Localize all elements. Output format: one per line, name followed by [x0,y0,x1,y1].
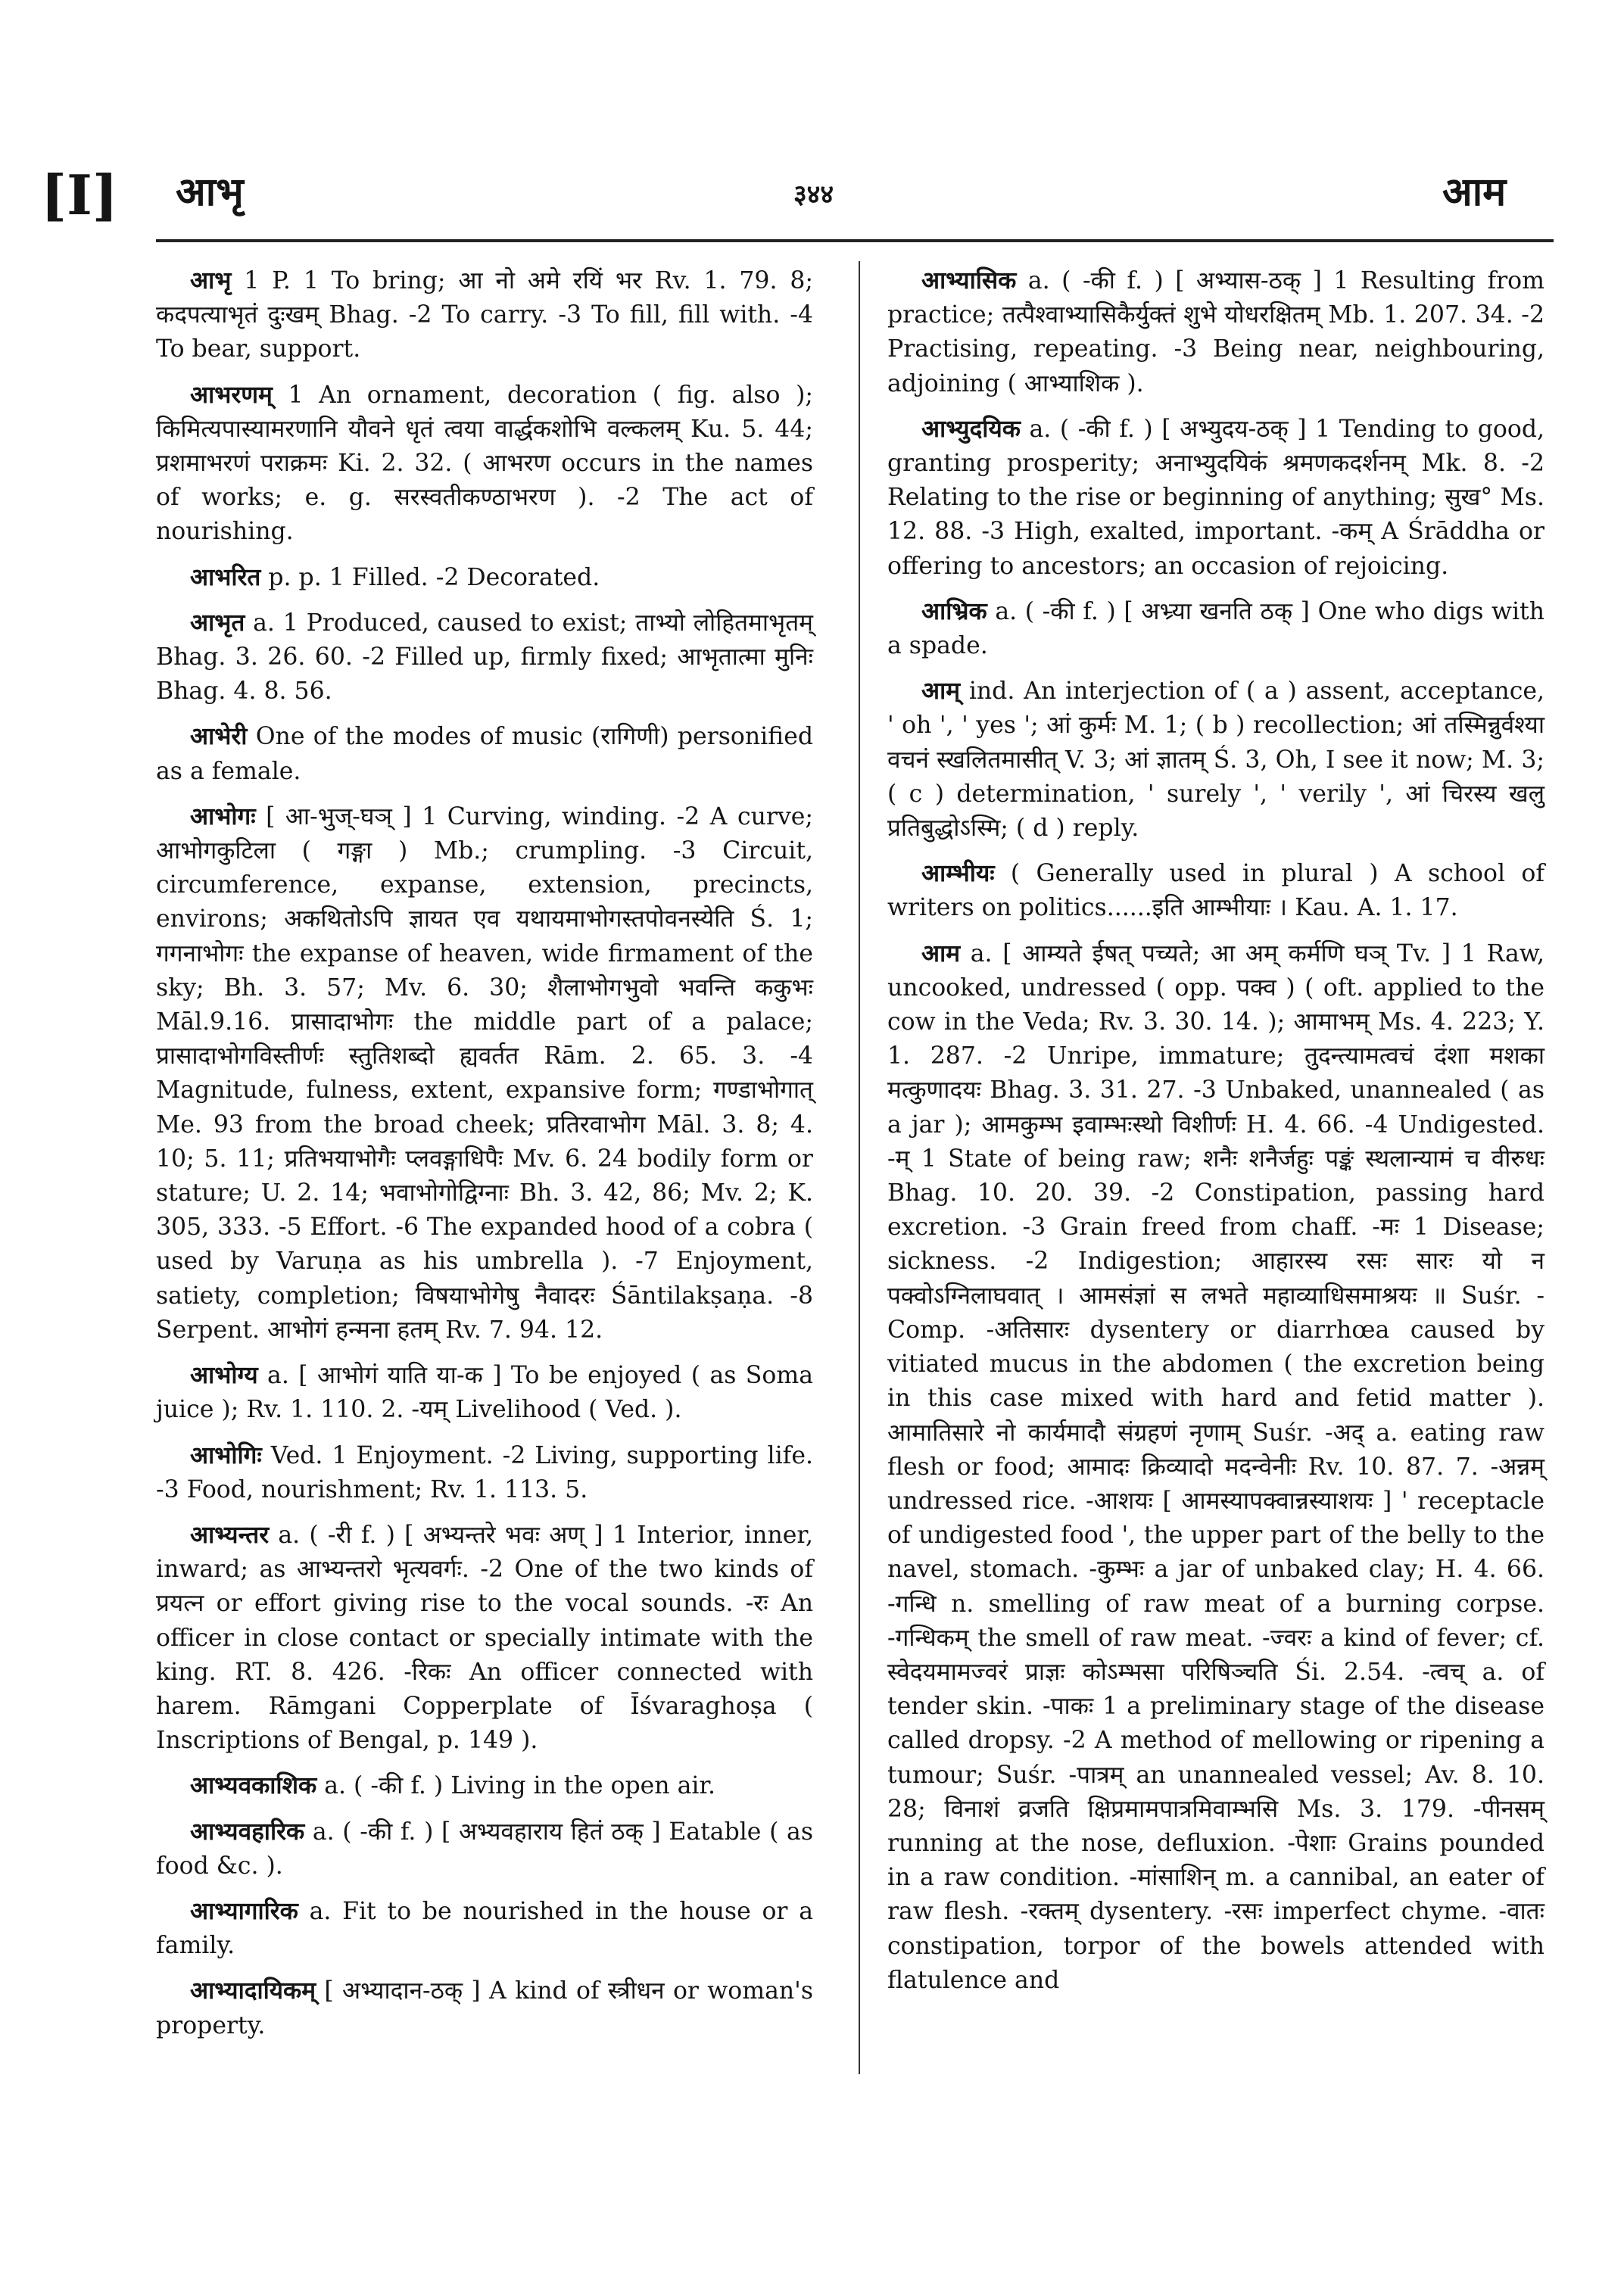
entry-text: a. [ आभोगं याति या-क ] To be enjoyed ( as Soma juice ); Rv. 1. 110. 2. -यम् Livelihood ( Ved. ). [156,1362,813,1424]
left-column [156,263,813,2054]
entry-text: a. [ आम्यते ईषत् पच्यते; आ अम् कर्मणि घञ् Tv. ] 1 Raw, uncooked, undressed ( opp. पक्व ) ( oft. applied to the cow in the Veda; Rv. 3. 30. 14. ); आमाभम् Ms. 4. 223; Y. 1. 287. -2 Unripe, immature; तुदन्त्यामत्वचं दंशा मशका मत्कुणादयः Bhag. 3. 31. 27. -3 Unbaked, unannealed ( as a jar ); आमकुम्भ इवाम्भःस्थो विशीर्णः H. 4. 66. -4 Undigested. -म् 1 State of being raw; शनैः शनैर्जहुः पङ्कं स्थलान्यामं च वीरुधः Bhag. 10. 20. 39. -2 Constipation, passing hard excretion. -3 Grain freed from chaff. -मः 1 Disease; sickness. -2 Indigestion; आहारस्य रसः सारः यो न पक्वोऽग्निलाघवात् । आमसंज्ञां स लभते महाव्याधिसमाश्रयः ॥ Suśr. -Comp. -अतिसारः dysentery or diarrhœa caused by vitiated mucus in the abdomen ( the excretion being in this case mixed with hard and fetid matter ). आमातिसारे नो कार्यमादौ संग्रहणं नृणाम् Suśr. -अद् a. eating raw flesh or food; आमादः क्रिव्यादो मदन्वेनीः Rv. 10. 87. 7. -अन्नम् undressed rice. -आशयः [ आमस्यापक्वान्नस्याशयः ] ' receptacle of undigested food ', the upper part of the belly to the navel, stomach. -कुम्भः a jar of unbaked clay; H. 4. 66. -गन्धि n. smelling of raw meat of a burning corpse. -गन्धिकम् the smell of raw meat. -ज्वरः a kind of fever; cf. स्वेदयमामज्वरं प्राज्ञः कोऽम्भसा परिषिञ्चति Śi. 2.54. -त्वच् a. of tender skin. -पाकः 1 a preliminary stage of the disease called dropsy. -2 A method of mellowing or ripening a tumour; Suśr. -पात्रम् an unannealed vessel; Av. 8. 10. 28; विनाशं व्रजति क्षिप्रमामपात्रमिवाम्भसि Ms. 3. 179. -पीनसम् running at the nose, defluxion. -पेशाः Grains pounded in a raw condition. -मांसाशिन् m. a cannibal, an eater of raw flesh. -रक्तम् dysentery. -रसः imperfect chyme. -वातः constipation, torpor of the bowels attended with flatulence and [887,939,1545,1994]
dictionary-entry [156,606,813,709]
right-column [887,263,1545,2008]
entry-headword: आभ्यासिक [921,266,1017,294]
entry-headword: आभरित [190,562,261,591]
entry-text: [ आ-भुज्-घञ् ] 1 Curving, winding. -2 A curve; आभोगकुटिला ( गङ्गा ) Mb.; crumpling. -3 Circuit, circumference, expanse, extension, precincts, environs; अकथितोऽपि ज्ञायत एव यथायमाभोगस्तपोवनस्येति Ś. 1; गगनाभोगः the expanse of heaven, wide firmament of the sky; Bh. 3. 57; Mv. 6. 30; शैलाभोगभुवो भवन्ति ककुभः Māl.9.16. प्रासादाभोगः the middle part of a palace; प्रासादाभोगविस्तीर्णः स्तुतिशब्दो ह्यवर्तत Rām. 2. 65. 3. -4 Magnitude, fulness, extent, expansive form; गण्डाभोगात् Me. 93 from the broad cheek; प्रतिरवाभोग Māl. 3. 8; 4. 10; 5. 11; प्रतिभयाभोगैः प्लवङ्गाधिपैः Mv. 6. 24 bodily form or stature; U. 2. 14; भवाभोगोद्विग्नाः Bh. 3. 42, 86; Mv. 2; K. 305, 333. -5 Effort. -6 The expanded hood of a cobra ( used by Varuṇa as his umbrella ). -7 Enjoyment, satiety, completion; विषयाभोगेषु नैवादरः Śāntilakṣaṇa. -8 Serpent. आभोगं हन्मना हतम् Rv. 7. 94. 12. [156,802,813,1344]
entry-text: a. ( -की f. ) [ अभ्यवहाराय हितं ठक् ] Eatable ( as food &c. ). [156,1818,813,1880]
entry-headword: आभृत [190,608,245,637]
entry-headword: आभ्यादायिकम् [190,1977,316,2005]
entry-headword: आभोगिः [190,1441,262,1469]
entry-text: a. ( -की f. ) [ अभ्युदय-ठक् ] 1 Tending to good, granting prosperity; अनाभ्युदयिकं श्रमणकदर्शनम् Mk. 8. -2 Relating to the rise or beginning of anything; सुख° Ms. 12. 88. -3 High, exalted, important. -कम् A Śrāddha or offering to ancestors; an occasion of rejoicing. [887,415,1545,580]
dictionary-entry [156,719,813,788]
dictionary-entry [156,560,813,595]
entry-text: ( Generally used in plural ) A school of writers on politics......इति आम्भीयाः । Kau. A. 1. 17. [887,860,1545,922]
entry-text: 1 P. 1 To bring; आ नो अमे रयिं भर Rv. 1. 79. 8; कदपत्याभृतं दुःखम् Bhag. -2 To carry. -3 To fill, fill with. -4 To bear, support. [156,267,813,363]
entry-headword: आभ्यागारिक [190,1896,298,1925]
entry-text: a. ( -की f. ) [ अभ्र्या खनति ठक् ] One who digs with a spade. [887,597,1545,660]
entry-headword: आभ्रिक [921,597,987,625]
dictionary-entry [156,1358,813,1427]
entry-text: a. ( -की f. ) Living in the open air. [316,1772,716,1800]
entry-text: a. ( -री f. ) [ अभ्यन्तरे भवः अण् ] 1 Interior, inner, inward; as आभ्यन्तरो भृत्यवर्गः. -2 One of the two kinds of प्रयत्न or effort giving rise to the vocal sounds. -रः An officer in close contact or specially intimate with the king. RT. 8. 426. -रिकः An officer connected with harem. Rāmgani Copperplate of Īśvaraghoṣa ( Inscriptions of Bengal, p. 149 ). [156,1521,813,1755]
entry-text: a. ( -की f. ) [ अभ्यास-ठक् ] 1 Resulting from practice; तत्पैश्वाभ्यासिकैर्युक्तं शुभे योधरक्षितम् Mb. 1. 207. 34. -2 Practising, repeating. -3 Being near, neighbouring, adjoining ( आभ्याशिक ). [887,267,1545,397]
entry-headword: आभरणम् [190,380,273,409]
entry-headword: आभ्यवकाशिक [190,1771,317,1800]
dictionary-entry [156,1894,813,1963]
dictionary-entry [156,1438,813,1507]
entry-headword: आभेरी [190,722,248,751]
dictionary-entry [156,1768,813,1803]
entry-headword: आभोगः [190,802,256,830]
dictionary-entry [887,594,1545,663]
entry-headword: आभ्यन्तर [190,1520,270,1549]
entry-text: Ved. 1 Enjoyment. -2 Living, supporting life. -3 Food, nourishment; Rv. 1. 113. 5. [156,1441,813,1503]
dictionary-entry [887,936,1545,1998]
entry-headword: आम् [921,677,961,706]
dictionary-entry [887,263,1545,401]
entry-text: One of the modes of music (रागिणी) personified as a female. [156,723,813,785]
entry-headword: आभ्यवहारिक [190,1817,305,1846]
entry-headword: आम्भीयः [921,859,995,888]
header-guide-word-left: आभृ [176,169,244,215]
entry-text: a. 1 Produced, caused to exist; ताभ्यो लोहितमाभृतम् Bhag. 3. 26. 60. -2 Filled up, firmly fixed; आभृतात्मा मुनिः Bhag. 4. 8. 56. [156,609,813,706]
entry-text: 1 An ornament, decoration ( fig. also ); किमित्यपास्यामरणानि यौवने धृतं त्वया वार्द्धकशोभि वल्कलम् Ku. 5. 44; प्रशमाभरणं पराक्रमः Ki. 2. 32. ( आभरण occurs in the names of works; e. g. सरस्वतीकण्ठाभरण ). -2 The act of nourishing. [156,381,813,546]
dictionary-entry [156,378,813,550]
header-rule [156,239,1554,242]
column-divider [859,261,860,2074]
dictionary-entry [887,856,1545,925]
entry-headword: आभृ [190,266,232,294]
entry-text: [ अभ्यादान-ठक् ] A kind of स्त्रीधन or woman's property. [156,1977,813,2039]
dictionary-entry [156,1518,813,1758]
entry-text: ind. An interjection of ( a ) assent, acceptance, ' oh ', ' yes '; आं कुर्मः M. 1; ( b ) recollection; आं तस्मिन्नुर्वश्या वचनं स्खलितमासीत् V. 3; आं ज्ञातम् Ś. 3, Oh, I see it now; M. 3; ( c ) determination, ' surely ', ' verily ', आं चिरस्य खलु प्रतिबुद्धोऽस्मि; ( d ) reply. [887,678,1545,843]
dictionary-entry [156,1815,813,1883]
dictionary-entry [156,799,813,1347]
header-guide-word-right: आम [1442,169,1507,215]
dictionary-entry [156,1974,813,2042]
binding-mark: [I] [41,163,118,227]
entry-text: a. Fit to be nourished in the house or a family. [156,1897,813,1960]
dictionary-entry [887,674,1545,846]
entry-headword: आभ्युदयिक [921,414,1021,443]
dictionary-entry [887,412,1545,584]
entry-text: p. p. 1 Filled. -2 Decorated. [260,563,600,591]
dictionary-entry [156,263,813,367]
entry-headword: आम [921,939,961,967]
entry-headword: आभोग्य [190,1361,258,1390]
page-number: ३४४ [793,179,834,210]
